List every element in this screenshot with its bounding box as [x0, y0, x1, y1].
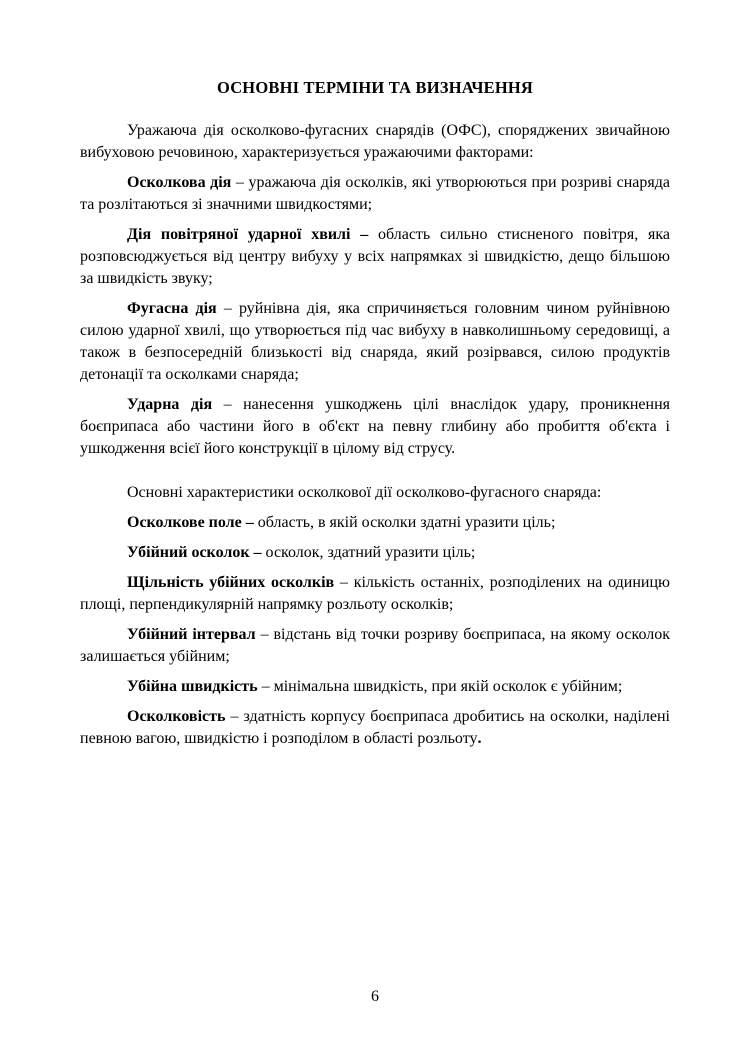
page-number: 6: [371, 988, 379, 1005]
definition: область сильно стисненого повітря, яка розповсюджується від центру вибуху у всіх напрямках зі швидкістю, дещо більшою за швидкість звуку;: [80, 226, 671, 287]
definition-lethal-fragment-density: [80, 572, 670, 616]
definition-fragmentation: [80, 706, 670, 750]
term: Убійна швидкість: [127, 678, 258, 695]
term: Осколкове поле –: [127, 514, 254, 531]
term: Ударна дія: [127, 396, 213, 413]
definition: осколок, здатний уразити ціль;: [261, 544, 476, 561]
document-body: [80, 120, 670, 758]
definition: – мінімальна швидкість, при якій осколок є убійним;: [257, 678, 623, 695]
term: Дія повітряної ударної хвилі –: [127, 226, 369, 243]
term: Фугасна дія: [127, 300, 217, 317]
page-title: ОСНОВНІ ТЕРМІНИ ТА ВИЗНАЧЕННЯ: [216, 78, 534, 97]
definition-fragmentation-action: [80, 172, 670, 216]
intro-paragraph: Уражаюча дія осколково-фугасних снарядів (ОФС), споряджених звичайною вибуховою речовиною, характеризується уражаючими факторами:: [80, 122, 670, 161]
definition-fragment-field: [80, 512, 670, 534]
definition-lethal-interval: [80, 624, 670, 668]
definition-lethal-fragment: [80, 542, 670, 564]
definition: – уражаюча дія осколків, які утворюються при розриві снаряда та розлітаються зі значними швидкостями;: [80, 174, 671, 213]
characteristics-intro-paragraph: Основні характеристики осколкової дії осколково-фугасного снаряда:: [127, 484, 602, 501]
definition-impact-action: [80, 394, 670, 460]
final-period: .: [477, 730, 482, 747]
definition: – відстань від точки розриву боєприпаса, на якому осколок залишається убійним;: [80, 626, 671, 665]
definition: область, в якій осколки здатні уразити ціль;: [253, 514, 556, 531]
term: Осколковість: [127, 708, 226, 725]
definition: – кількість останніх, розподілених на одиницю площі, перпендикулярній напрямку розльоту осколків;: [80, 574, 671, 613]
term: Убійний осколок –: [127, 544, 262, 561]
definition-air-shock-wave: [80, 224, 670, 290]
term: Осколкова дія: [127, 174, 232, 191]
definition-lethal-velocity: [80, 676, 670, 698]
definition: – нанесення ушкоджень цілі внаслідок удару, проникнення боєприпаса або частини його в об'єкт на певну глибину або пробиття об'єкта і ушкодження всієї його конструкції в цілому від струсу.: [80, 396, 670, 457]
term: Щільність убійних осколків: [127, 574, 335, 591]
definition-high-explosive-action: [80, 298, 670, 386]
definition: – руйнівна дія, яка спричиняється головним чином руйнівною силою ударної хвилі, що утворюється під час вибуху в навколишньому середовищі, а також в безпосередній близькості від снаряда, який розірвався, силою продуктів детонації та осколками снаряда;: [80, 300, 670, 383]
definition: – здатність корпусу боєприпаса дробитись на осколки, наділені певною вагою, швидкістю і розподілом в області розльоту: [80, 708, 670, 747]
term: Убійний інтервал: [127, 626, 256, 643]
